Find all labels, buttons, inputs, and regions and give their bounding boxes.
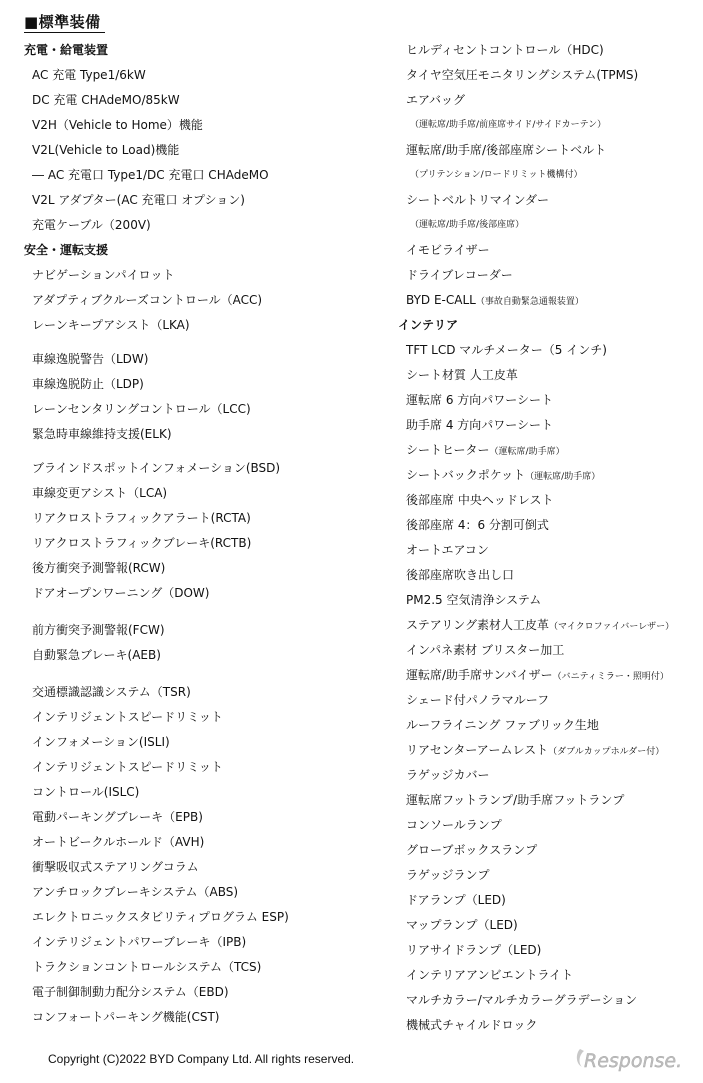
spec-text: シートヒーター bbox=[406, 443, 490, 457]
spec-text: 車線逸脱警告（LDW) bbox=[32, 352, 149, 366]
spec-text: トラクションコントロールシステム（TCS) bbox=[32, 960, 262, 974]
spec-item bbox=[398, 363, 698, 388]
spec-item bbox=[398, 88, 698, 113]
spec-text: DC 充電 CHAdeMO/85kW bbox=[32, 93, 180, 107]
spec-text: アダプティブクルーズコントロール（ACC) bbox=[32, 293, 263, 307]
spec-text: シートベルトリマインダー bbox=[406, 193, 550, 207]
spec-item bbox=[24, 88, 384, 113]
spec-text: （運転席/助手席/前座席サイド/サイドカーテン） bbox=[410, 120, 607, 130]
spec-item bbox=[398, 563, 698, 588]
spec-item bbox=[24, 1005, 384, 1030]
spec-text: ラゲッジランプ bbox=[406, 868, 490, 882]
spec-text: レーンセンタリングコントロール（LCC) bbox=[32, 402, 251, 416]
spec-item bbox=[24, 618, 384, 643]
spec-text: イモビライザー bbox=[406, 243, 490, 257]
spec-text: ラゲッジカバー bbox=[406, 768, 490, 782]
spec-text: 交通標識認識システム（TSR) bbox=[32, 685, 191, 699]
spec-item bbox=[24, 805, 384, 830]
spec-text: ステアリング素材人工皮革 bbox=[406, 618, 550, 632]
spec-item bbox=[24, 930, 384, 955]
spec-text: リアセンターアームレスト bbox=[406, 743, 549, 757]
spec-item bbox=[24, 138, 384, 163]
section-heading bbox=[398, 313, 698, 338]
spec-text: 充電・給電装置 bbox=[24, 43, 109, 57]
spec-text: アンチロックブレーキシステム（ABS) bbox=[32, 885, 239, 899]
spec-item bbox=[398, 38, 698, 63]
spec-item bbox=[398, 663, 698, 688]
spec-text: V2L アダプター(AC 充電口 オプション) bbox=[32, 193, 245, 207]
spec-item bbox=[398, 988, 698, 1013]
spec-item bbox=[398, 488, 698, 513]
spec-text: リアクロストラフィックブレーキ(RCTB) bbox=[32, 536, 252, 550]
spec-text: シート材質 人工皮革 bbox=[406, 368, 518, 382]
spec-text: ルーフライニング ファブリック生地 bbox=[406, 718, 599, 732]
spec-text: 運転席 6 方向パワーシート bbox=[406, 393, 554, 407]
spec-text: V2L(Vehicle to Load)機能 bbox=[32, 143, 180, 157]
response-logo-text: Response. bbox=[584, 1050, 683, 1072]
spec-note: （バニティミラー・照明付） bbox=[552, 672, 669, 682]
spec-item bbox=[24, 63, 384, 88]
spec-item bbox=[398, 1013, 698, 1038]
spec-text: レーンキープアシスト（LKA) bbox=[32, 318, 190, 332]
spec-text: ドライブレコーダー bbox=[406, 268, 513, 282]
copyright-text: Copyright (C)2022 BYD Company Ltd. All rights reserved. bbox=[48, 1052, 355, 1066]
spec-item bbox=[24, 481, 384, 506]
spec-text: 車線変更アシスト（LCA) bbox=[32, 486, 168, 500]
spec-item bbox=[24, 780, 384, 805]
spec-text: 機械式チャイルドロック bbox=[406, 1018, 538, 1032]
spec-item bbox=[24, 556, 384, 581]
spec-text: タイヤ空気圧モニタリングシステム(TPMS) bbox=[406, 68, 639, 82]
spec-item bbox=[398, 738, 698, 763]
spec-text: オートエアコン bbox=[406, 543, 489, 557]
spec-text: 充電ケーブル（200V) bbox=[32, 218, 151, 232]
spec-item bbox=[398, 413, 698, 438]
spec-text: マップランプ（LED) bbox=[406, 918, 518, 932]
spec-text: インテリジェントスピードリミット bbox=[32, 760, 223, 774]
spec-item bbox=[24, 506, 384, 531]
section-heading bbox=[24, 238, 384, 263]
spec-note: （事故自動緊急通報装置） bbox=[475, 297, 584, 307]
spec-text: ドアオープンワーニング（DOW) bbox=[32, 586, 210, 600]
spec-text: 後部座席吹き出し口 bbox=[406, 568, 515, 582]
spec-text: エレクトロニックスタビリティプログラム ESP) bbox=[32, 910, 289, 924]
spec-text: 緊急時車線維持支援(ELK) bbox=[32, 427, 172, 441]
spec-item bbox=[24, 213, 384, 238]
spec-text: 助手席 4 方向パワーシート bbox=[406, 418, 554, 432]
spec-item bbox=[398, 963, 698, 988]
spec-item bbox=[24, 372, 384, 397]
spec-text: インテリジェントパワーブレーキ（IPB) bbox=[32, 935, 247, 949]
spec-text: 自動緊急ブレーキ(AEB) bbox=[32, 648, 161, 662]
spec-item bbox=[398, 63, 698, 88]
spec-item bbox=[24, 880, 384, 905]
spec-item bbox=[398, 213, 698, 238]
spec-text: TFT LCD マルチメーター（5 インチ) bbox=[406, 343, 607, 357]
spec-item bbox=[398, 388, 698, 413]
spec-item bbox=[398, 188, 698, 213]
spec-item bbox=[398, 288, 698, 313]
spec-text: ナビゲーションパイロット bbox=[32, 268, 175, 282]
spec-text: PM2.5 空気清浄システム bbox=[406, 593, 542, 607]
spec-note: （運転席/助手席） bbox=[525, 472, 601, 482]
spec-text: AC 充電 Type1/6kW bbox=[32, 68, 146, 82]
spec-item bbox=[398, 763, 698, 788]
spec-text: コンソールランプ bbox=[406, 818, 502, 832]
spec-text: 後部座席 4：6 分割可倒式 bbox=[406, 518, 549, 532]
spec-item bbox=[24, 456, 384, 481]
spec-item bbox=[24, 263, 384, 288]
spec-text: ドアランプ（LED) bbox=[406, 893, 506, 907]
section-heading bbox=[24, 38, 384, 63]
spec-text: （プリテンション/ロードリミット機構付） bbox=[410, 170, 583, 180]
spec-text: コンフォートパーキング機能(CST) bbox=[32, 1010, 220, 1024]
spec-text: 運転席フットランプ/助手席フットランプ bbox=[406, 793, 625, 807]
spec-text: V2H（Vehicle to Home）機能 bbox=[32, 118, 203, 132]
spec-item bbox=[398, 888, 698, 913]
spec-item bbox=[24, 347, 384, 372]
spec-note: （ダブルカップホルダー付） bbox=[548, 747, 665, 757]
spec-text: シートバックポケット bbox=[406, 468, 526, 482]
spec-text: 電動パーキングブレーキ（EPB) bbox=[32, 810, 203, 824]
spec-text: インテリジェントスピードリミット bbox=[32, 710, 223, 724]
spec-text: インテリアアンビエントライト bbox=[406, 968, 574, 982]
spec-item bbox=[24, 955, 384, 980]
spec-text: （運転席/助手席/後部座席） bbox=[410, 220, 525, 230]
spec-item bbox=[398, 538, 698, 563]
spec-item bbox=[24, 288, 384, 313]
spec-item bbox=[24, 730, 384, 755]
spec-text: 衝撃吸収式ステアリングコラム bbox=[32, 860, 199, 874]
spec-item bbox=[398, 938, 698, 963]
spec-item bbox=[24, 755, 384, 780]
spec-text: 安全・運転支援 bbox=[24, 243, 109, 257]
right-column bbox=[398, 38, 698, 1038]
spec-text: BYD E-CALL bbox=[406, 293, 476, 307]
spec-item bbox=[398, 688, 698, 713]
spec-note: （運転席/助手席） bbox=[489, 447, 565, 457]
spec-text: ブラインドスポットインフォメーション(BSD) bbox=[32, 461, 281, 475]
spec-text: インテリア bbox=[398, 318, 459, 332]
spec-text: 前方衝突予測警報(FCW) bbox=[32, 623, 165, 637]
spec-item bbox=[398, 813, 698, 838]
spec-item bbox=[24, 980, 384, 1005]
spec-note: （マイクロファイバーレザー） bbox=[549, 622, 675, 632]
spec-item bbox=[398, 238, 698, 263]
spec-text: グローブボックスランプ bbox=[406, 843, 538, 857]
spec-text: 電子制御制動力配分システム（EBD) bbox=[32, 985, 229, 999]
spec-item bbox=[398, 638, 698, 663]
spec-text: 後方衝突予測警報(RCW) bbox=[32, 561, 166, 575]
spec-item bbox=[24, 705, 384, 730]
spec-item bbox=[398, 613, 698, 638]
spec-item bbox=[24, 905, 384, 930]
spec-text: インフォメーション(ISLI) bbox=[32, 735, 170, 749]
spec-item bbox=[24, 313, 384, 338]
spec-item bbox=[398, 588, 698, 613]
spec-text: リアサイドランプ（LED) bbox=[406, 943, 542, 957]
spec-item bbox=[398, 863, 698, 888]
spec-item bbox=[24, 397, 384, 422]
spec-item bbox=[398, 338, 698, 363]
spec-item bbox=[398, 113, 698, 138]
spec-item bbox=[24, 188, 384, 213]
spec-item bbox=[398, 838, 698, 863]
left-column bbox=[24, 38, 384, 1030]
spec-item bbox=[398, 163, 698, 188]
spec-item bbox=[24, 680, 384, 705]
spec-item bbox=[398, 463, 698, 488]
spec-text: 後部座席 中央ヘッドレスト bbox=[406, 493, 554, 507]
spec-item bbox=[398, 713, 698, 738]
spec-item bbox=[24, 855, 384, 880]
spec-item bbox=[24, 163, 384, 188]
spec-item bbox=[24, 531, 384, 556]
spec-item bbox=[398, 263, 698, 288]
spec-text: インパネ素材 ブリスター加工 bbox=[406, 643, 565, 657]
spec-text: エアバッグ bbox=[406, 93, 466, 107]
spec-text: 運転席/助手席/後部座席シートベルト bbox=[406, 143, 607, 157]
spec-item bbox=[24, 422, 384, 447]
page-title: ■標準装備 bbox=[24, 13, 105, 33]
spec-item bbox=[398, 138, 698, 163]
spec-text: シェード付パノラマルーフ bbox=[406, 693, 550, 707]
spec-text: 運転席/助手席サンバイザー bbox=[406, 668, 553, 682]
spec-item bbox=[24, 643, 384, 668]
spec-text: リアクロストラフィックアラート(RCTA) bbox=[32, 511, 251, 525]
spec-text: ヒルディセントコントロール（HDC) bbox=[406, 43, 604, 57]
spec-text: ― AC 充電口 Type1/DC 充電口 CHAdeMO bbox=[32, 168, 269, 182]
response-logo bbox=[574, 1045, 698, 1075]
spec-item bbox=[398, 788, 698, 813]
spec-text: 車線逸脱防止（LDP) bbox=[32, 377, 144, 391]
spec-item bbox=[398, 913, 698, 938]
spec-text: マルチカラー/マルチカラーグラデーション bbox=[406, 993, 638, 1007]
spec-item bbox=[398, 438, 698, 463]
spec-item bbox=[398, 513, 698, 538]
spec-text: コントロール(ISLC) bbox=[32, 785, 140, 799]
spec-text: オートビークルホールド（AVH) bbox=[32, 835, 205, 849]
spec-item bbox=[24, 113, 384, 138]
spec-item bbox=[24, 581, 384, 606]
spec-item bbox=[24, 830, 384, 855]
